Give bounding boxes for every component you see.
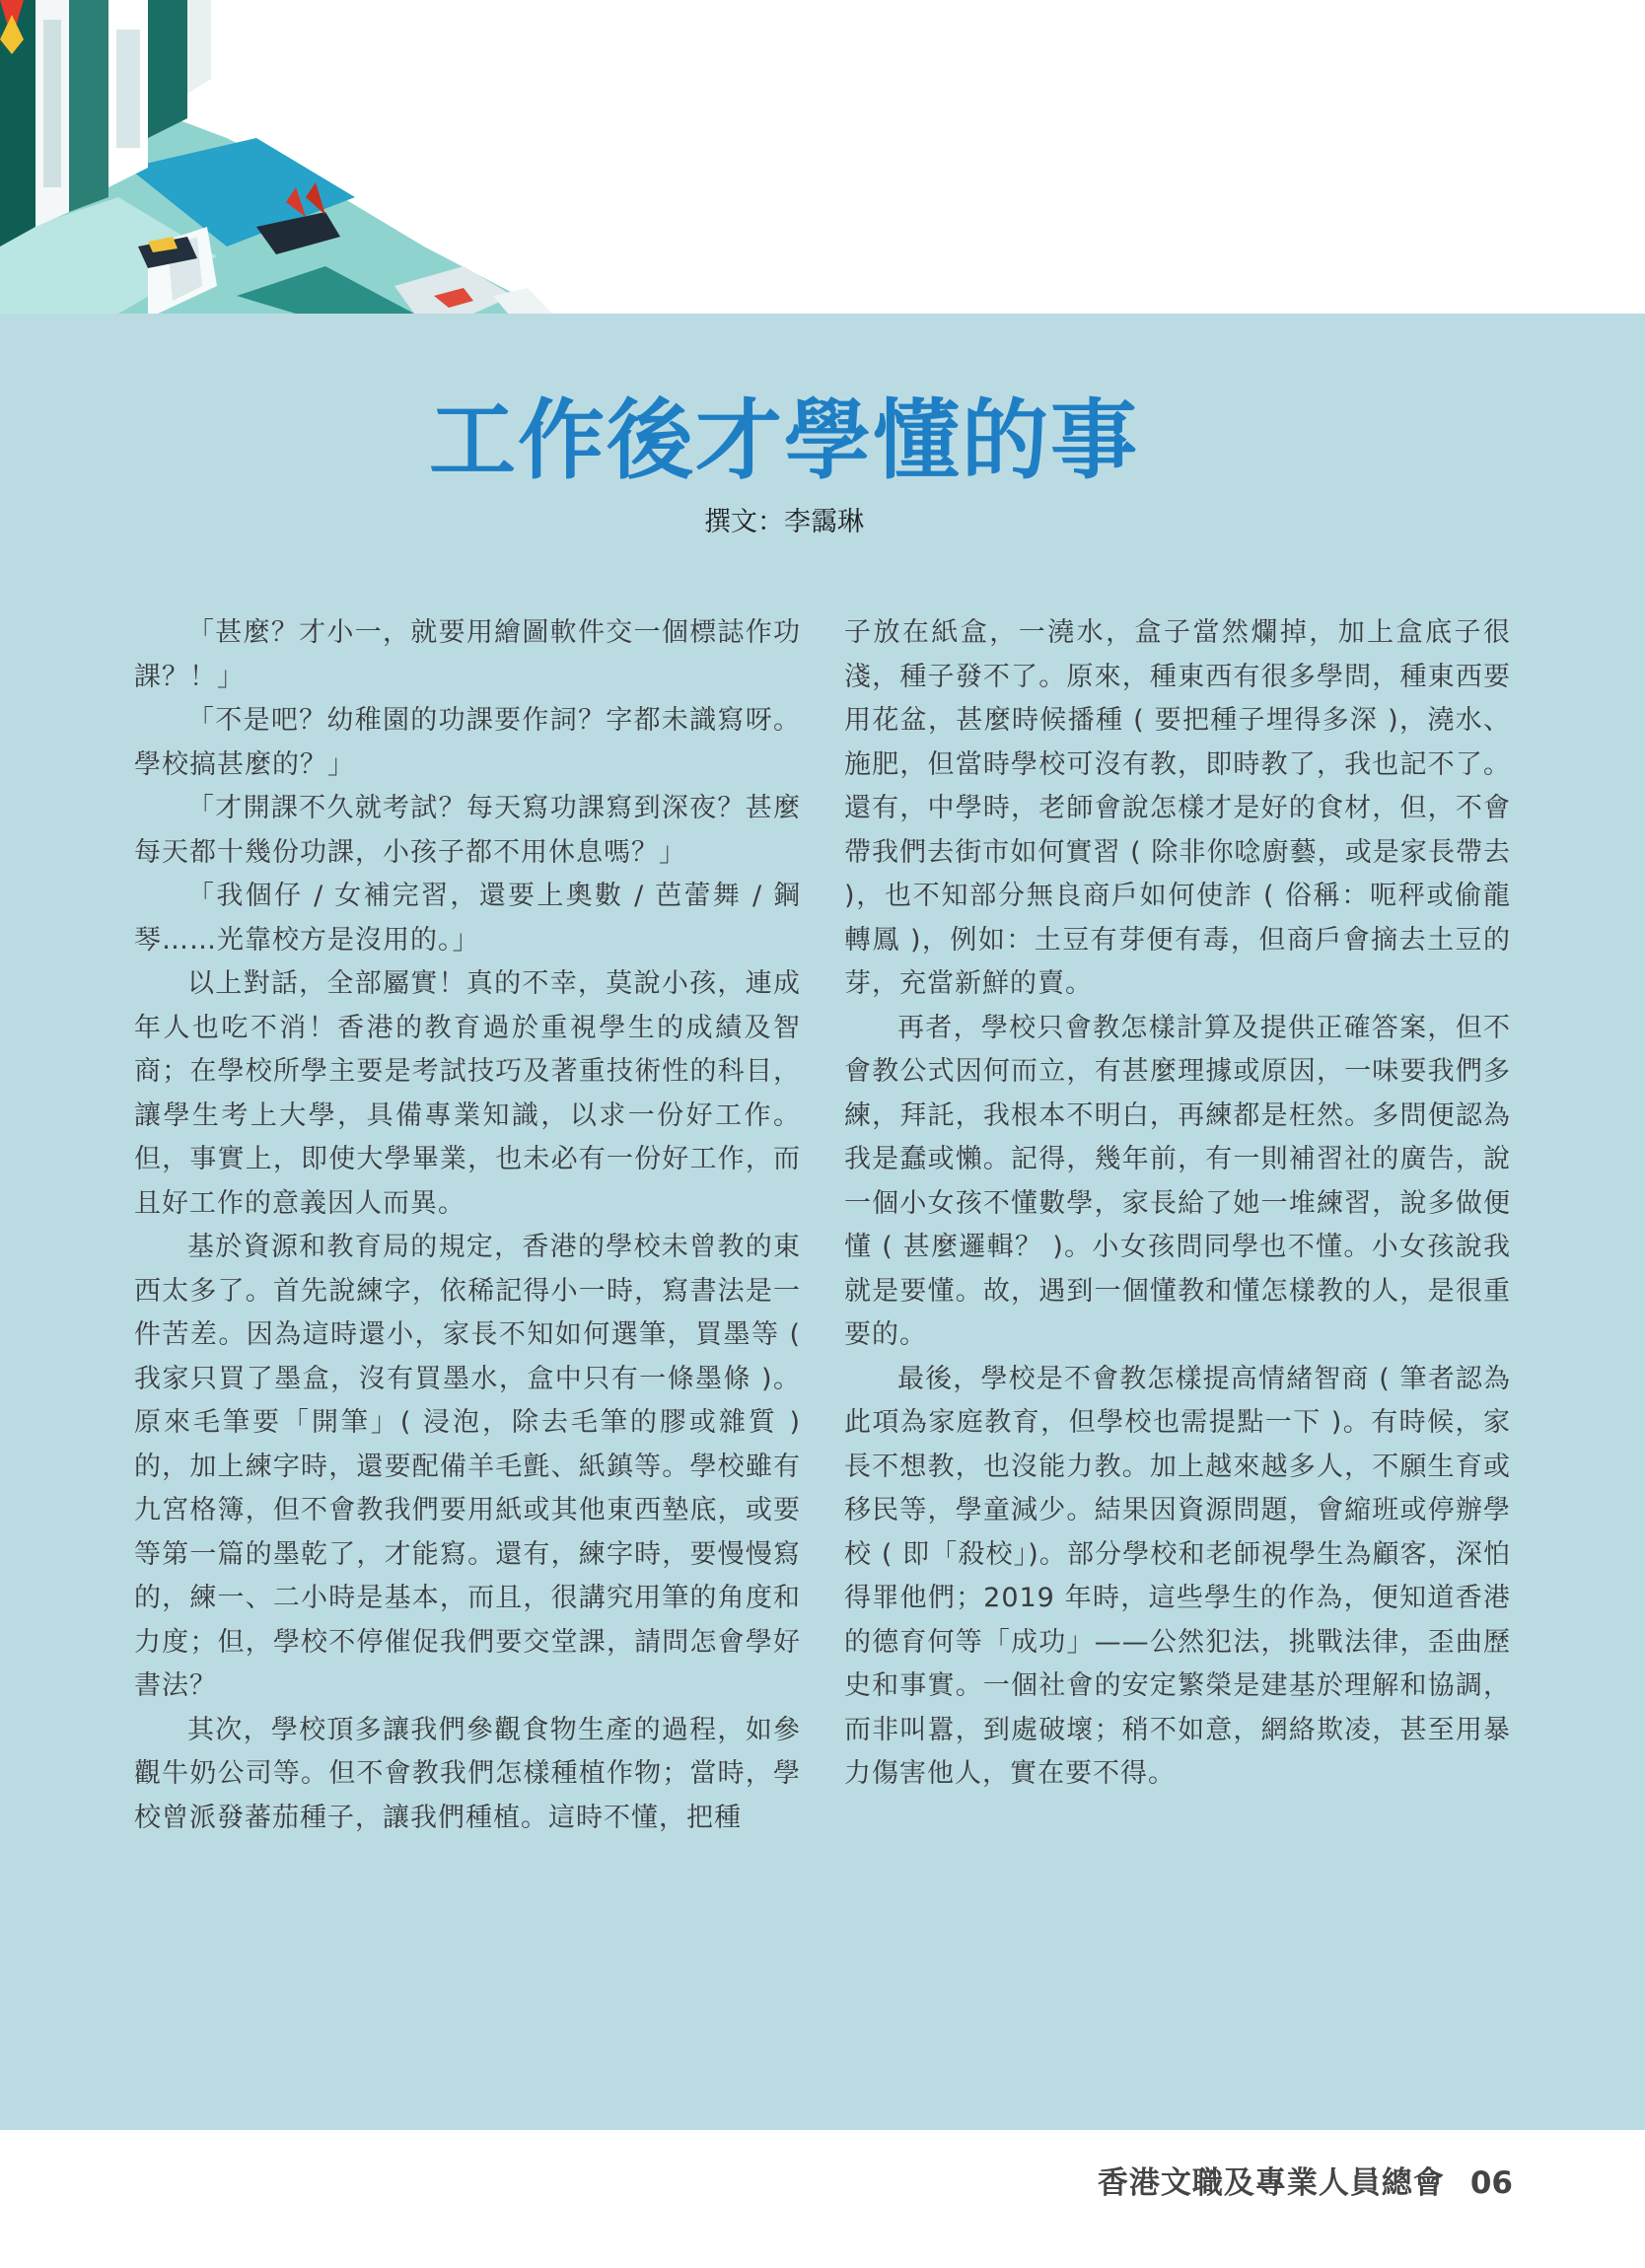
article-title: 工作後才學懂的事	[428, 390, 1139, 491]
footer-organization: 香港文職及專業人員總會	[1097, 2165, 1445, 2201]
paragraph: 「才開課不久就考試？每天寫功課寫到深夜？甚麼每天都十幾份功課，小孩子都不用休息嗎？」	[134, 793, 801, 868]
paragraph: 其次，學校頂多讓我們參觀食物生產的過程，如參觀牛奶公司等。但不會教我們怎樣種植作物；當時，學校曾派發蕃茄種子，讓我們種植。這時不懂，把種	[134, 1714, 801, 1833]
paragraph: 「我個仔 / 女補完習，還要上奧數 / 芭蕾舞 / 鋼琴……光靠校方是沒用的。」	[134, 881, 801, 956]
paragraph: 最後，學校是不會教怎樣提高情緒智商 ( 筆者認為此項為家庭教育，但學校也需提點一下 )。有時候，家長不想教，也沒能力教。加上越來越多人，不願生育或移民等，學童減少。結果因資源問題，會縮班或停辦學校 ( 即「殺校」)。部分學校和老師視學生為顧客，深怕得罪他們；2019 年時，這些學生的作為，便知道香港的德育何等「成功」——公然犯法，挑戰法律，歪曲歷史和事實。一個社會的安定繁榮是建基於理解和協調，而非叫囂，到處破壞；稍不如意，網絡欺凌，甚至用暴力傷害他人，實在要不得。	[844, 1363, 1511, 1789]
paragraph: 「不是吧？幼稚園的功課要作詞？字都未識寫呀。學校搞甚麼的？」	[134, 705, 801, 780]
page-footer	[1098, 2162, 1513, 2205]
paragraph: 基於資源和教育局的規定，香港的學校未曾教的東西太多了。首先說練字，依稀記得小一時，寫書法是一件苦差。因為這時還小，家長不知如何選筆，買墨等 ( 我家只買了墨盒，沒有買墨水，盒中只有一條墨條 )。原來毛筆要「開筆」( 浸泡，除去毛筆的膠或雜質 ) 的，加上練字時，還要配備羊毛氈、紙鎮等。學校雖有九宮格簿，但不會教我們要用紙或其他東西墊底，或要等第一篇的墨乾了，才能寫。還有，練字時，要慢慢寫的，練一、二小時是基本，而且，很講究用筆的角度和力度；但，學校不停催促我們要交堂課，請問怎會學好書法？	[134, 1232, 801, 1701]
paragraph-continued: 子放在紙盒，一澆水，盒子當然爛掉，加上盒底子很淺，種子發不了。原來，種東西有很多學問，種東西要用花盆，甚麼時候播種 ( 要把種子埋得多深 )，澆水、施肥，但當時學校可沒有教，即時教了，我也記不了。還有，中學時，老師會說怎樣才是好的食材，但，不會帶我們去街市如何實習 ( 除非你唸廚藝，或是家長帶去 )，也不知部分無良商戶如何使詐 ( 俗稱：呃秤或偷龍轉鳳 )，例如：土豆有芽便有毒，但商戶會摘去土豆的芽，充當新鮮的賣。	[844, 617, 1511, 999]
paragraph: 再者，學校只會教怎樣計算及提供正確答案，但不會教公式因何而立，有甚麼理據或原因，一味要我們多練，拜託，我根本不明白，再練都是枉然。多問便認為我是蠢或懶。記得，幾年前，有一則補習社的廣告，說一個小女孩不懂數學，家長給了她一堆練習，說多做便懂 ( 甚麼邏輯？ )。小女孩問同學也不懂。小女孩說我就是要懂。故，遇到一個懂教和懂怎樣教的人，是很重要的。	[844, 1012, 1511, 1350]
article-byline: 撰文：李靄琳	[704, 507, 864, 537]
paragraph: 以上對話，全部屬實！真的不幸，莫說小孩，連成年人也吃不消！香港的教育過於重視學生的成績及智商；在學校所學主要是考試技巧及著重技術性的科目，讓學生考上大學，具備專業知識，以求一份好工作。但，事實上，即使大學畢業，也未必有一份好工作，而且好工作的意義因人而異。	[134, 968, 801, 1219]
city-illustration	[0, 0, 552, 314]
paragraph: 「甚麼？才小一，就要用繪圖軟件交一個標誌作功課？！」	[134, 617, 801, 692]
page-number: 06	[1469, 2165, 1513, 2201]
article-right-column	[844, 611, 1511, 1797]
article-left-column	[134, 611, 801, 1840]
